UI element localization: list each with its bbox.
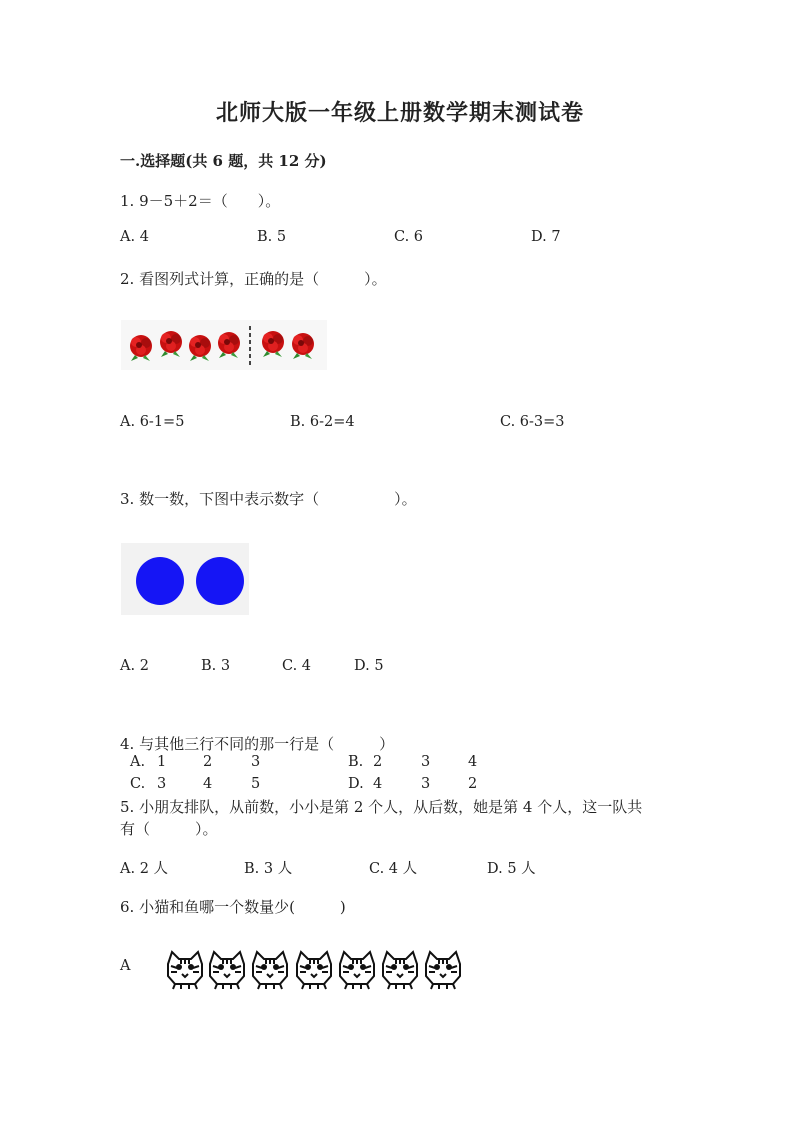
question-4-row-a-n3: 3: [251, 754, 261, 770]
blue-circle-icon: [136, 557, 184, 605]
question-4-stem: 4. 与其他三行不同的那一行是（ ）: [120, 735, 395, 753]
page-title: 北师大版一年级上册数学期末测试卷: [215, 100, 584, 126]
question-4-row-c-n1: 3: [157, 776, 167, 792]
question-4-row-a-n1: 1: [157, 754, 167, 770]
question-4-row-c-label: C.: [130, 776, 146, 792]
question-6-stem: 6. 小猫和鱼哪一个数量少( ): [120, 898, 346, 916]
question-5-option-d: D. 5 人: [487, 861, 536, 877]
circles-image: [121, 543, 249, 615]
question-2-option-a: A. 6-1=5: [120, 414, 185, 430]
blue-circle-icon: [196, 557, 244, 605]
question-3-stem: 3. 数一数，下图中表示数字（ ）。: [120, 490, 417, 508]
question-1-stem: 1. 9－5＋2＝（ ）。: [120, 192, 281, 210]
flowers-image: [121, 320, 327, 370]
question-3-option-b: B. 3: [201, 658, 231, 674]
question-1-option-d: D. 7: [531, 229, 561, 245]
question-3-option-c: C. 4: [282, 658, 312, 674]
question-5-stem-line-2: 有（ ）。: [120, 820, 218, 838]
question-3-option-d: D. 5: [354, 658, 384, 674]
question-2-stem: 2. 看图列式计算，正确的是（ ）。: [120, 270, 387, 288]
question-5-stem-line-1: 5. 小朋友排队，从前数，小小是第 2 个人，从后数，她是第 4 个人，这一队共: [120, 798, 643, 816]
question-4-row-d-label: D.: [348, 776, 364, 792]
question-4-row-a-label: A.: [130, 754, 146, 770]
question-4-row-c-n3: 5: [251, 776, 261, 792]
question-1-option-b: B. 5: [257, 229, 287, 245]
question-2-option-c: C. 6-3=3: [500, 414, 565, 430]
cats-image: [164, 950, 466, 992]
question-4-row-d-n3: 2: [468, 776, 478, 792]
flower-group-icon: [121, 320, 327, 370]
question-4-row-c-n2: 4: [203, 776, 213, 792]
question-4-row-b-n3: 4: [468, 754, 478, 770]
question-3-option-a: A. 2: [120, 658, 149, 674]
question-1-option-c: C. 6: [394, 229, 424, 245]
question-4-row-d-n2: 3: [421, 776, 431, 792]
question-4-row-b-label: B.: [348, 754, 364, 770]
question-1-option-a: A. 4: [120, 229, 149, 245]
question-5-option-b: B. 3 人: [244, 861, 293, 877]
question-4-row-d-n1: 4: [373, 776, 383, 792]
question-6-option-a-label: A: [120, 958, 131, 974]
cat-group-icon: [164, 950, 466, 992]
question-4-row-a-n2: 2: [203, 754, 213, 770]
question-4-row-b-n1: 2: [373, 754, 383, 770]
question-5-option-a: A. 2 人: [120, 861, 169, 877]
section-heading: 一.选择题(共 6 题，共 12 分): [120, 152, 327, 170]
question-2-option-b: B. 6-2=4: [290, 414, 355, 430]
question-5-option-c: C. 4 人: [369, 861, 418, 877]
question-4-row-b-n2: 3: [421, 754, 431, 770]
